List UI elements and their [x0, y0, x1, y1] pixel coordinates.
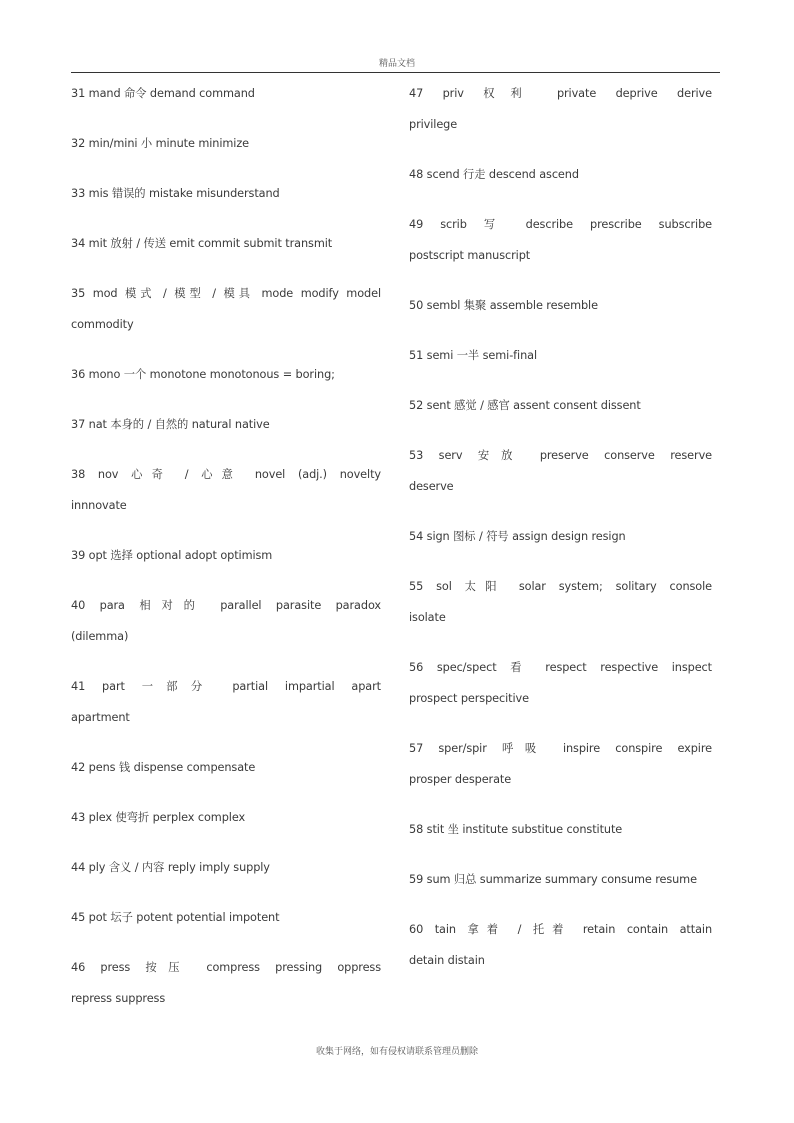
entry-line: 60 tain 拿着 / 托着 retain contain attain: [409, 923, 712, 936]
vocab-entry: [409, 571, 712, 633]
entry-line: 46 press 按压 compress pressing oppress: [71, 961, 381, 974]
vocab-entry: [409, 390, 712, 421]
vocab-entry: [71, 228, 381, 259]
vocab-entry: [409, 914, 712, 976]
vocab-entry: [71, 459, 381, 521]
page-header: 精品文档: [378, 59, 415, 69]
vocab-entry: [71, 128, 381, 159]
entry-line: 52 sent 感觉 / 感官 assent consent dissent: [409, 399, 641, 412]
entry-line: 56 spec/spect 看 respect respective inspect: [409, 661, 712, 674]
vocab-entry: [409, 652, 712, 714]
entry-continuation: privilege: [409, 118, 458, 131]
entry-continuation: innnovate: [71, 499, 127, 512]
entry-line: 35 mod 模式 / 模型 / 模具 mode modify model: [71, 287, 381, 300]
vocab-entry: [71, 852, 381, 883]
entry-line: 50 sembl 集聚 assemble resemble: [409, 299, 598, 312]
vocab-entry: [71, 752, 381, 783]
entry-line: 34 mit 放射 / 传送 emit commit submit transmit: [71, 237, 333, 250]
vocab-entry: [409, 440, 712, 502]
entry-continuation: isolate: [409, 611, 446, 624]
entry-line: 31 mand 命令 demand command: [71, 87, 255, 100]
entry-line: 33 mis 错误的 mistake misunderstand: [71, 187, 280, 200]
entry-line: 41 part 一部分 partial impartial apart: [71, 680, 381, 693]
entry-line: 55 sol 太阳 solar system; solitary console: [409, 580, 712, 593]
entry-line: 38 nov 心奇 / 心意 novel (adj.) novelty: [71, 468, 381, 481]
vocab-entry: [409, 733, 712, 795]
entry-continuation: prosper desperate: [409, 773, 512, 786]
header-divider: [71, 72, 720, 73]
entry-line: 57 sper/spir 呼吸 inspire conspire expire: [409, 742, 712, 755]
entry-line: 36 mono 一个 monotone monotonous = boring;: [71, 368, 335, 381]
vocab-entry: [409, 290, 712, 321]
vocab-entry: [71, 952, 381, 1014]
vocab-entry: [71, 359, 381, 390]
entry-line: 39 opt 选择 optional adopt optimism: [71, 549, 273, 562]
vocab-entry: [71, 78, 381, 109]
entry-continuation: deserve: [409, 480, 454, 493]
entry-continuation: detain distain: [409, 954, 485, 967]
entry-line: 48 scend 行走 descend ascend: [409, 168, 579, 181]
entry-line: 32 min/mini 小 minute minimize: [71, 137, 249, 150]
entry-line: 37 nat 本身的 / 自然的 natural native: [71, 418, 270, 431]
vocab-entry: [71, 590, 381, 652]
entry-line: 49 scrib 写 describe prescribe subscribe: [409, 218, 712, 231]
entry-continuation: repress suppress: [71, 992, 166, 1005]
vocab-entry: [71, 409, 381, 440]
vocab-entry: [71, 178, 381, 209]
vocab-entry: [409, 521, 712, 552]
entry-line: 58 stit 坐 institute substitue constitute: [409, 823, 623, 836]
entry-continuation: commodity: [71, 318, 134, 331]
vocab-entry: [409, 814, 712, 845]
entry-continuation: apartment: [71, 711, 130, 724]
vocab-entry: [409, 864, 712, 895]
vocab-entry: [71, 278, 381, 340]
entry-continuation: postscript manuscript: [409, 249, 531, 262]
entry-line: 54 sign 图标 / 符号 assign design resign: [409, 530, 626, 543]
entry-line: 47 priv 权利 private deprive derive: [409, 87, 712, 100]
entry-line: 44 ply 含义 / 内容 reply imply supply: [71, 861, 270, 874]
entry-continuation: prospect perspecitive: [409, 692, 529, 705]
vocab-entry: [409, 159, 712, 190]
entry-line: 53 serv 安放 preserve conserve reserve: [409, 449, 712, 462]
entry-line: 40 para 相对的 parallel parasite paradox: [71, 599, 381, 612]
vocab-entry: [409, 340, 712, 371]
entry-line: 51 semi 一半 semi-final: [409, 349, 538, 362]
entry-line: 42 pens 钱 dispense compensate: [71, 761, 256, 774]
vocab-entry: [71, 671, 381, 733]
vocab-entry: [409, 78, 712, 140]
vocab-entry: [71, 902, 381, 933]
vocab-entry: [409, 209, 712, 271]
entry-continuation: (dilemma): [71, 630, 129, 643]
page-footer: 收集于网络，如有侵权请联系管理员删除: [315, 1047, 478, 1057]
entry-line: 45 pot 坛子 potent potential impotent: [71, 911, 280, 924]
vocab-entry: [71, 540, 381, 571]
entry-line: 59 sum 归总 summarize summary consume resume: [409, 873, 697, 886]
vocab-entry: [71, 802, 381, 833]
entry-line: 43 plex 使弯折 perplex complex: [71, 811, 246, 824]
